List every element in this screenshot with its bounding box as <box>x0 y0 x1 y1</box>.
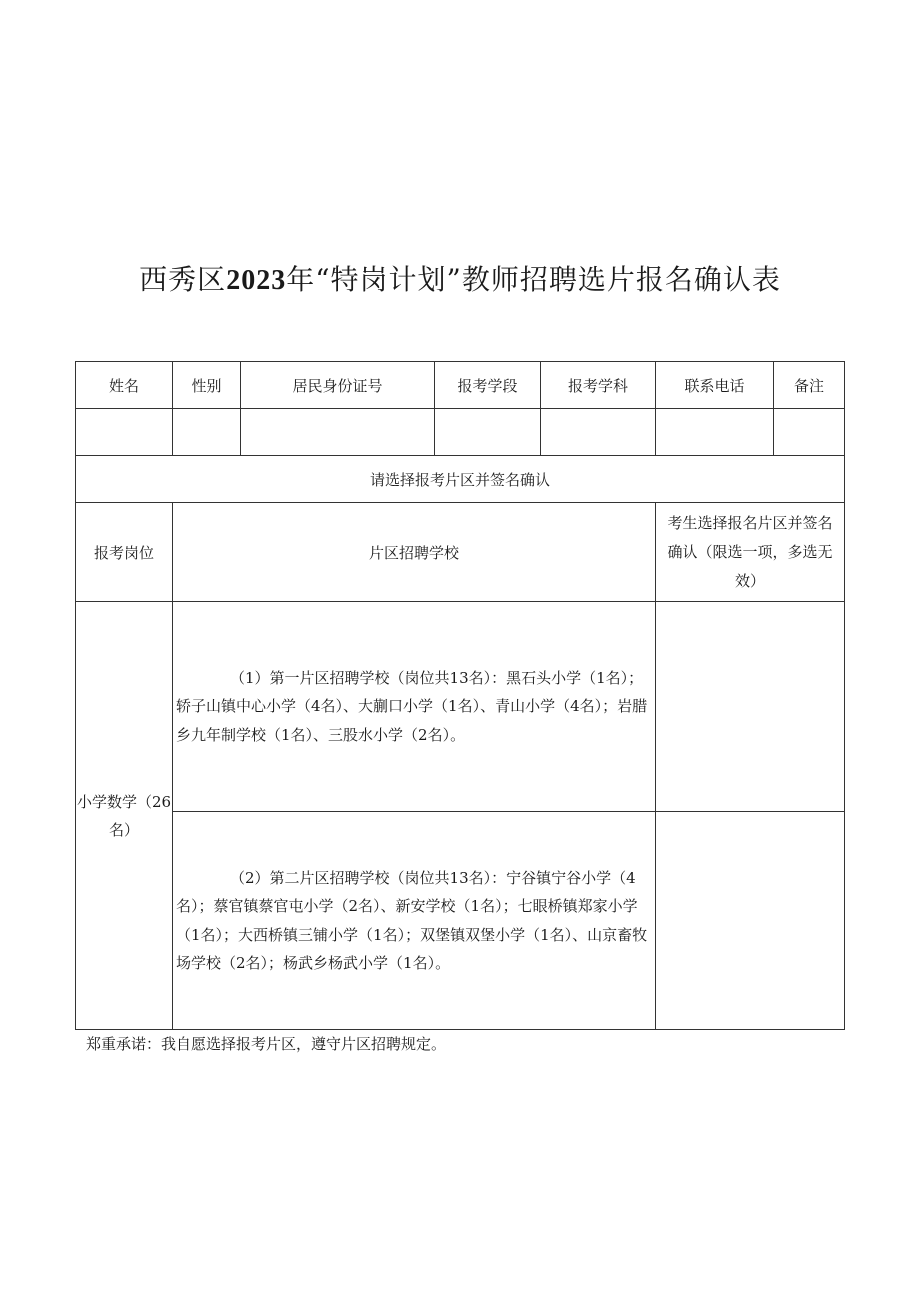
title-prefix: 西秀区 <box>139 263 227 296</box>
section-header-row <box>76 503 845 602</box>
zone-1-signature-cell[interactable] <box>656 602 845 812</box>
schools-header: 片区招聘学校 <box>173 503 656 602</box>
subject-cell[interactable] <box>541 409 656 456</box>
header-name: 姓名 <box>76 362 173 409</box>
header-gender: 性别 <box>173 362 241 409</box>
instruction-row <box>76 456 845 503</box>
pledge-text: 郑重承诺：我自愿选择报考片区，遵守片区招聘规定。 <box>86 1035 447 1053</box>
zone-row-2 <box>76 812 845 1030</box>
id-number-cell[interactable] <box>241 409 435 456</box>
stage-cell[interactable] <box>435 409 541 456</box>
header-phone: 联系电话 <box>656 362 774 409</box>
registration-table <box>75 361 845 1030</box>
zone-1-text: （1）第一片区招聘学校（岗位共13名）：黑石头小学（1名）；轿子山镇中心小学（4名）、大蒯口小学（1名）、青山小学（4名）；岩腊乡九年制学校（1名）、三股水小学（2名）。 <box>176 668 648 744</box>
name-cell[interactable] <box>76 409 173 456</box>
applicant-row <box>76 409 845 456</box>
header-remarks: 备注 <box>774 362 845 409</box>
position-cell: 小学数学（26名） <box>76 602 173 1030</box>
zone-2-text: （2）第二片区招聘学校（岗位共13名）：宁谷镇宁谷小学（4名）；蔡官镇蔡官屯小学（2名）、新安学校（1名）；七眼桥镇郑家小学（1名）；大西桥镇三铺小学（1名）；双堡镇双堡小学（1名）、山京畜牧场学校（2名）；杨武乡杨武小学（1名）。 <box>176 868 648 972</box>
header-row <box>76 362 845 409</box>
remarks-cell[interactable] <box>774 409 845 456</box>
gender-cell[interactable] <box>173 409 241 456</box>
zone-2-signature-cell[interactable] <box>656 812 845 1030</box>
header-id-number: 居民身份证号 <box>241 362 435 409</box>
title-suffix: 年“特岗计划”教师招聘选片报名确认表 <box>286 263 781 296</box>
zone-1-schools <box>173 602 656 812</box>
header-subject: 报考学科 <box>541 362 656 409</box>
position-header: 报考岗位 <box>76 503 173 602</box>
zone-2-schools <box>173 812 656 1030</box>
phone-cell[interactable] <box>656 409 774 456</box>
header-stage: 报考学段 <box>435 362 541 409</box>
zone-row-1 <box>76 602 845 812</box>
form-title <box>0 260 920 301</box>
title-year: 2023 <box>226 265 287 296</box>
sign-confirm-header: 考生选择报名片区并签名确认（限选一项，多选无效） <box>656 503 845 602</box>
instruction-text: 请选择报考片区并签名确认 <box>76 456 845 503</box>
